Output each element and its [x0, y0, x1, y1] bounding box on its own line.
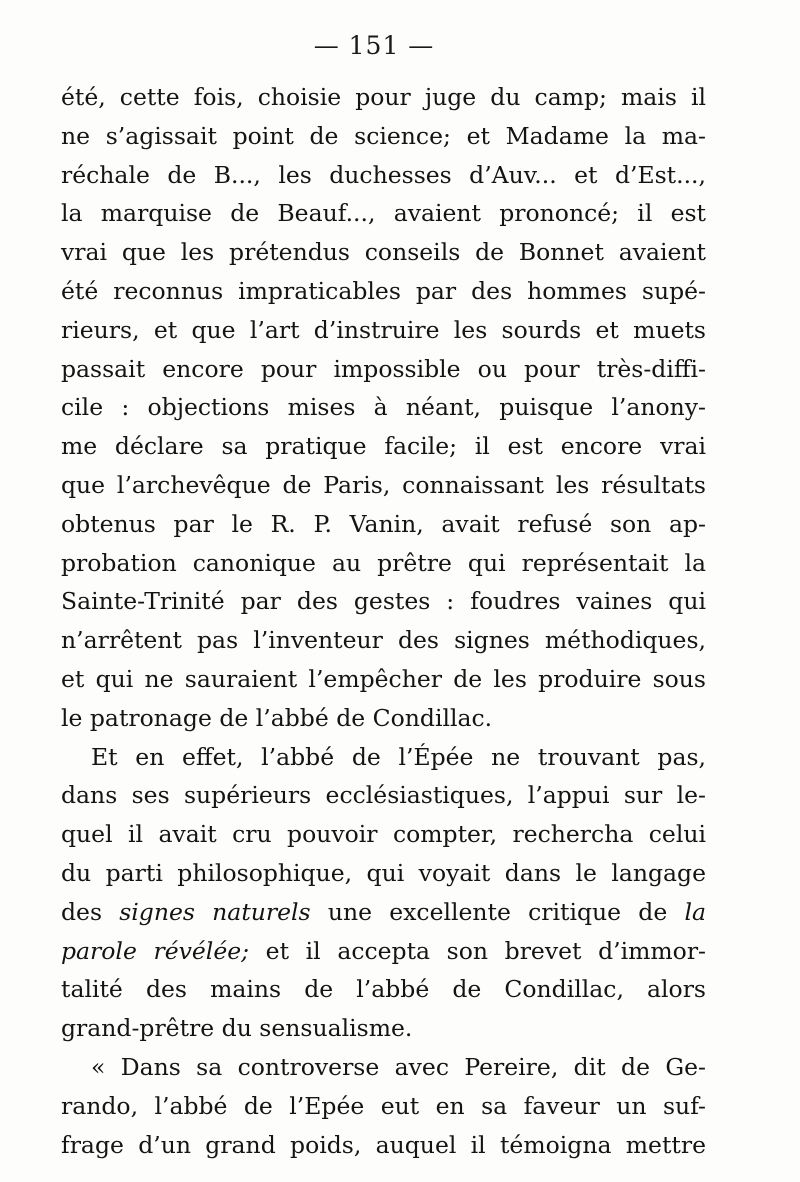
text-run: une excellente critique de: [310, 897, 685, 926]
text-line: réchale de B..., les duchesses d’Auv... et d’Est...,: [61, 160, 706, 189]
text-line: rando, l’abbé de l’Epée eut en sa faveur un suf-: [61, 1091, 706, 1120]
text-line: me déclare sa pratique facile; il est encore vrai: [61, 432, 706, 461]
text-line: été, cette fois, choisie pour juge du camp; mais il: [61, 83, 706, 111]
text-line: talité des mains de l’abbé de Condillac, alors: [61, 975, 706, 1004]
italic-phrase: parole révélée;: [61, 936, 250, 965]
text-line: Sainte-Trinité par des gestes : foudres vaines qui: [61, 587, 706, 616]
text-line: grand-prêtre du sensualisme.: [61, 1014, 413, 1043]
text-line: probation canonique au prêtre qui représentait la: [61, 548, 706, 577]
text-line: obtenus par le R. P. Vanin, avait refusé son ap-: [61, 509, 706, 538]
text-line: que l’archevêque de Paris, connaissant les résultats: [61, 470, 706, 499]
text-line: le patronage de l’abbé de Condillac.: [61, 703, 493, 732]
text-line: du parti philosophique, qui voyait dans le langage: [61, 858, 706, 887]
text-line: Et en effet, l’abbé de l’Épée ne trouvant pas,: [91, 742, 706, 771]
text-line: n’arrêtent pas l’inventeur des signes méthodiques,: [61, 626, 706, 655]
text-line: passait encore pour impossible ou pour très-diffi-: [61, 354, 706, 383]
text-line: [61, 893, 706, 932]
text-line: [61, 932, 706, 971]
text-line: ne s’agissait point de science; et Madame la ma-: [61, 121, 706, 150]
text-run: des: [61, 897, 120, 926]
text-line: « Dans sa controverse avec Pereire, dit de Ge-: [91, 1052, 706, 1081]
text-line: frage d’un grand poids, auquel il témoigna mettre: [61, 1130, 706, 1159]
body-text: [61, 78, 706, 1164]
page-number: — 151 —: [313, 31, 435, 60]
text-run: et il accepta son brevet d’immor-: [249, 936, 706, 965]
text-line: la marquise de Beauf..., avaient prononcé; il est: [61, 199, 706, 228]
text-line: rieurs, et que l’art d’instruire les sourds et muets: [61, 315, 706, 344]
italic-phrase: la: [684, 897, 706, 926]
text-line: dans ses supérieurs ecclésiastiques, l’appui sur le-: [61, 781, 706, 810]
text-line: vrai que les prétendus conseils de Bonnet avaient: [61, 238, 706, 267]
text-line: cile : objections mises à néant, puisque l’anony-: [61, 393, 706, 422]
italic-phrase: signes naturels: [119, 897, 311, 926]
text-line: été reconnus impraticables par des hommes supé-: [61, 276, 706, 305]
text-line: et qui ne sauraient l’empêcher de les produire sous: [61, 664, 706, 693]
text-line: quel il avait cru pouvoir compter, rechercha celui: [61, 820, 706, 849]
